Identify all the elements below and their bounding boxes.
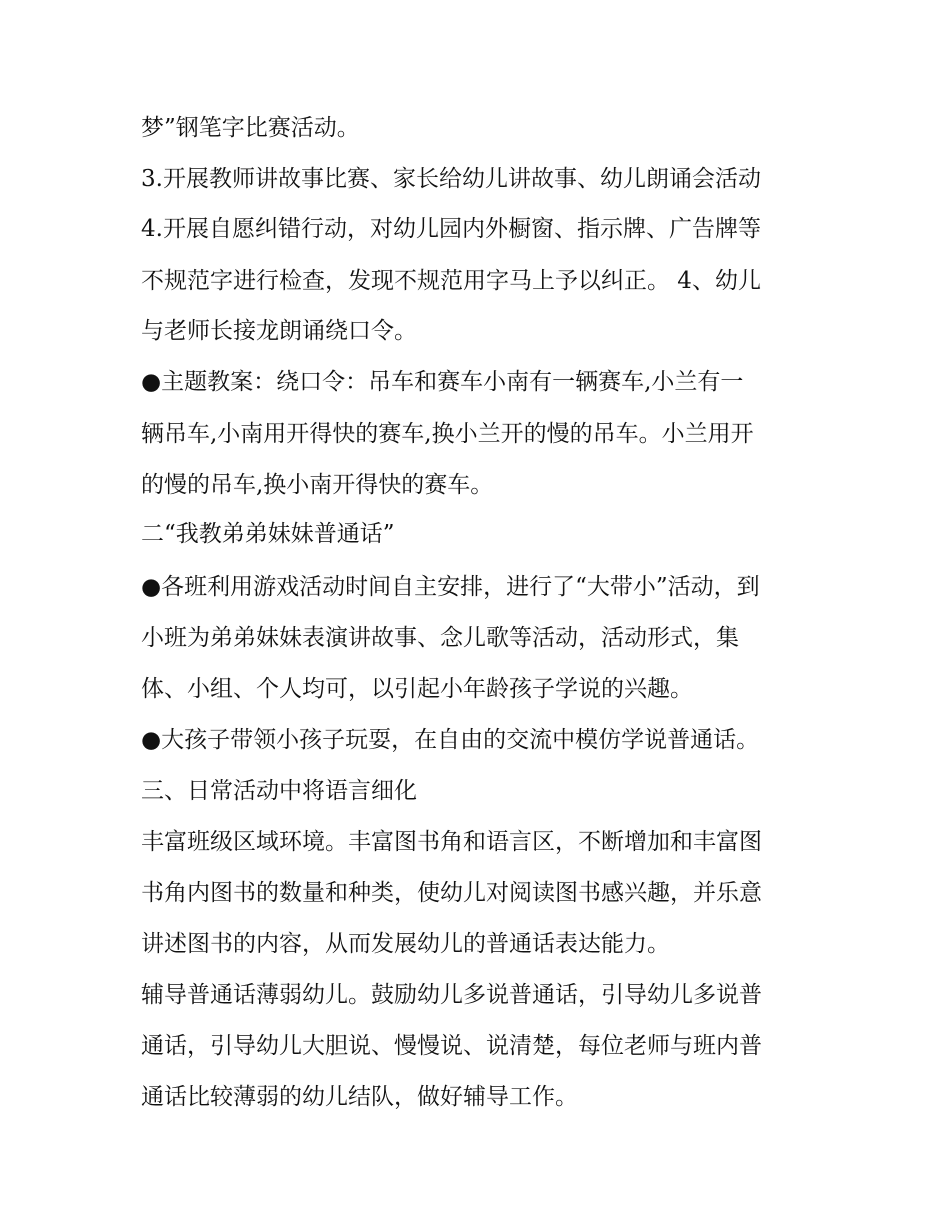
section-heading: 二“我教弟弟妹妹普通话” bbox=[141, 521, 395, 547]
text-line: 梦”钢笔字比赛活动。 bbox=[141, 115, 360, 141]
text-line: ●各班利用游戏活动时间自主安排，进行了“大带小”活动，到 bbox=[141, 574, 760, 600]
text-line: 书角内图书的数量和种类，使幼儿对阅读图书感兴趣，并乐意 bbox=[141, 880, 762, 906]
text-line: 小班为弟弟妹妹表演讲故事、念儿歌等活动，活动形式，集 bbox=[141, 625, 739, 651]
text-line: 讲述图书的内容，从而发展幼儿的普通话表达能力。 bbox=[141, 931, 670, 957]
text-line: 通话，引导幼儿大胆说、慢慢说、说清楚，每位老师与班内普 bbox=[141, 1033, 762, 1059]
text-line: 的慢的吊车,换小南开得快的赛车。 bbox=[141, 472, 494, 498]
text-line: ●大孩子带领小孩子玩耍，在自由的交流中模仿学说普通话。 bbox=[141, 727, 760, 753]
text-line: 与老师长接龙朗诵绕口令。 bbox=[141, 318, 417, 344]
text-line: 3.开展教师讲故事比赛、家长给幼儿讲故事、幼儿朗诵会活动 bbox=[141, 166, 761, 192]
section-heading: 三、日常活动中将语言细化 bbox=[141, 778, 417, 804]
text-line: 通话比较薄弱的幼儿结队，做好辅导工作。 bbox=[141, 1084, 578, 1110]
text-line: 辆吊车,小南用开得快的赛车,换小兰开的慢的吊车。小兰用开 bbox=[141, 421, 754, 447]
text-line: 不规范字进行检查，发现不规范用字马上予以纠正。 4、幼儿 bbox=[141, 268, 761, 294]
text-line: 丰富班级区域环境。丰富图书角和语言区，不断增加和丰富图 bbox=[141, 829, 762, 855]
text-line: 体、小组、个人均可，以引起小年龄孩子学说的兴趣。 bbox=[141, 676, 693, 702]
text-line: 4.开展自愿纠错行动，对幼儿园内外橱窗、指示牌、广告牌等 bbox=[141, 216, 761, 242]
text-line: ●主题教案：绕口令：吊车和赛车小南有一辆赛车,小兰有一 bbox=[141, 369, 744, 395]
text-line: 辅导普通话薄弱幼儿。鼓励幼儿多说普通话，引导幼儿多说普 bbox=[141, 982, 762, 1008]
